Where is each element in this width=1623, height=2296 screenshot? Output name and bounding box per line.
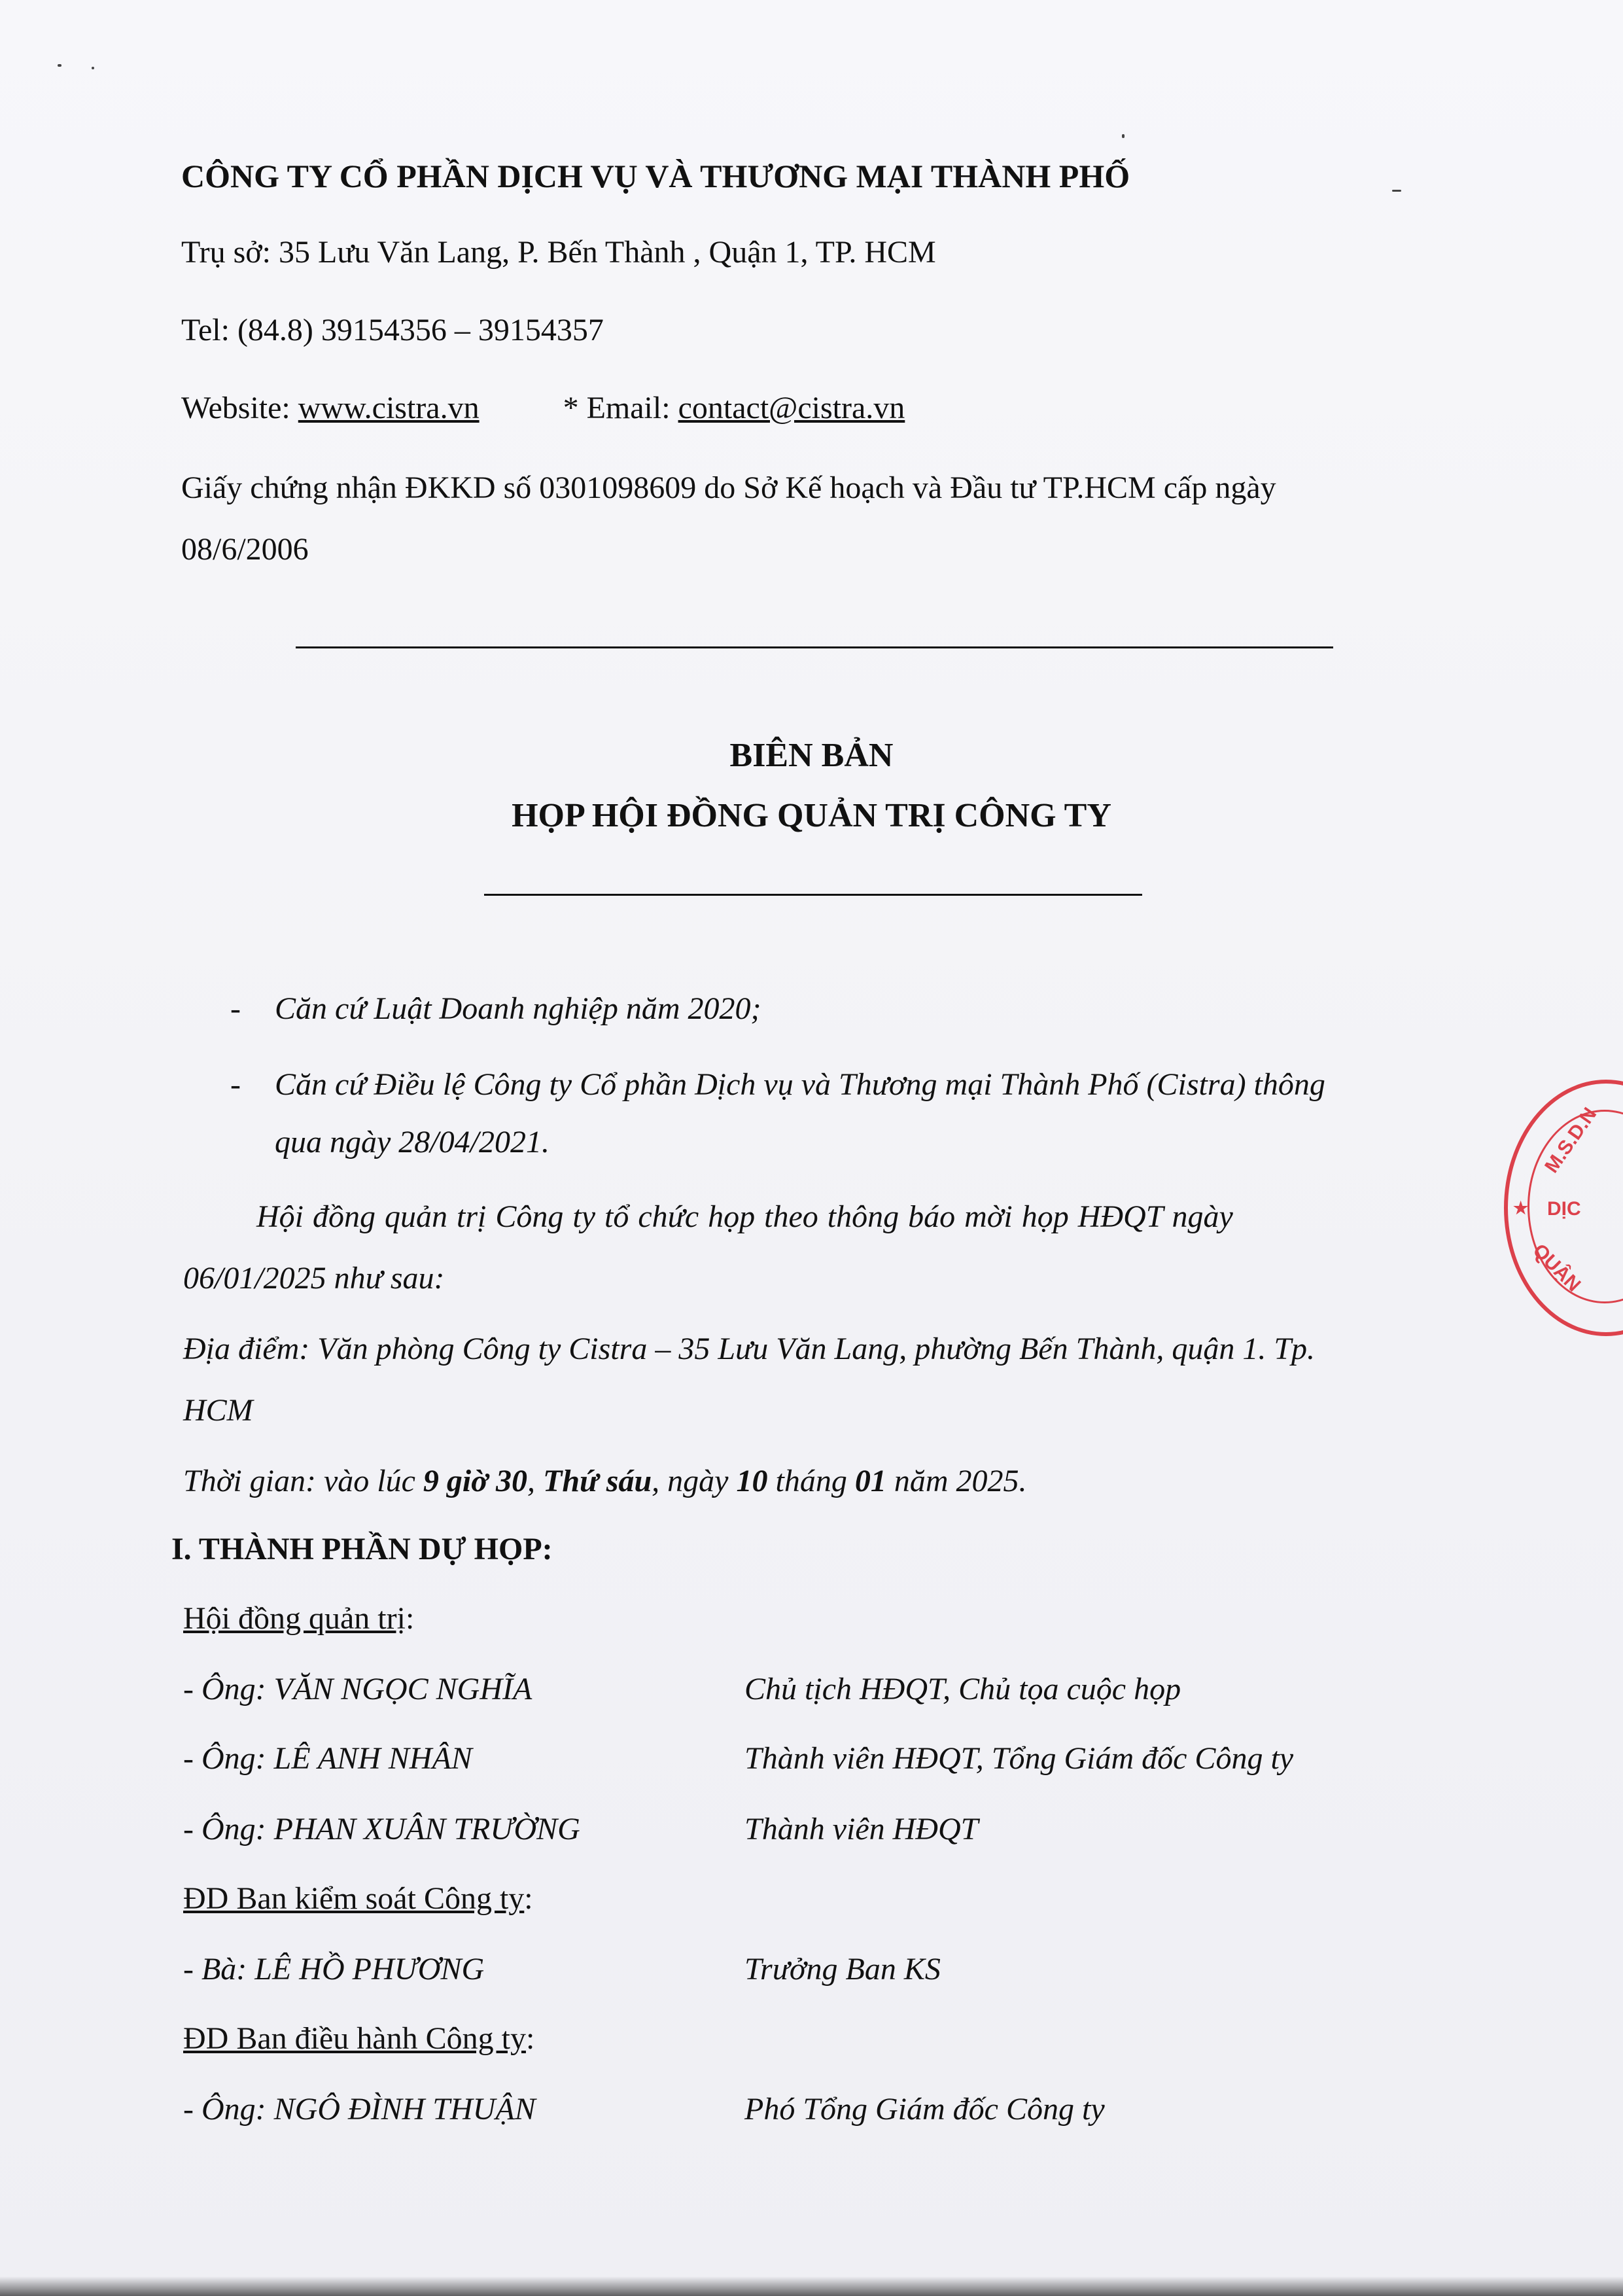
scan-speck bbox=[58, 64, 61, 67]
title-divider bbox=[484, 894, 1142, 896]
seal-text-quan: QUẬN bbox=[1528, 1239, 1585, 1296]
website-link[interactable]: www.cistra.vn bbox=[298, 391, 480, 425]
location-line-1: Địa điểm: Văn phòng Công ty Cistra – 35 Lưu Văn Lang, phường Bến Thành, quận 1. Tp. bbox=[183, 1332, 1316, 1366]
member-name: - Ông: VĂN NGỌC NGHĨA bbox=[183, 1672, 532, 1706]
intro-line-2: 06/01/2025 như sau: bbox=[183, 1261, 445, 1296]
member-role: Phó Tổng Giám đốc Công ty bbox=[744, 2092, 1105, 2127]
company-tel: Tel: (84.8) 39154356 – 39154357 bbox=[181, 313, 604, 347]
group-board-label: Hội đồng quản trị: bbox=[183, 1601, 415, 1636]
company-address: Trụ sở: 35 Lưu Văn Lang, P. Bến Thành , Quận 1, TP. HCM bbox=[181, 235, 936, 270]
document-title: BIÊN BẢN bbox=[729, 737, 894, 774]
website-label: Website: bbox=[181, 391, 298, 425]
seal-star-icon: ★ bbox=[1513, 1198, 1529, 1218]
member-name: - Bà: LÊ HỒ PHƯƠNG bbox=[183, 1952, 485, 1987]
company-name: CÔNG TY CỔ PHẦN DỊCH VỤ VÀ THƯƠNG MẠI THÀNH PHỐ bbox=[181, 158, 1130, 194]
group-management-label: ĐD Ban điều hành Công ty: bbox=[183, 2021, 535, 2056]
member-name: - Ông: LÊ ANH NHÂN bbox=[183, 1741, 472, 1776]
company-seal bbox=[1504, 1080, 1623, 1336]
member-name: - Ông: PHAN XUÂN TRƯỜNG bbox=[183, 1812, 580, 1846]
header-divider bbox=[296, 646, 1333, 648]
basis-1-text: Căn cứ Luật Doanh nghiệp năm 2020; bbox=[275, 991, 761, 1026]
group-supervisory-label: ĐD Ban kiểm soát Công ty: bbox=[183, 1881, 533, 1916]
basis-2-text-line-1: Căn cứ Điều lệ Công ty Cổ phần Dịch vụ và Thương mại Thành Phố (Cistra) thông bbox=[275, 1067, 1325, 1102]
scan-bottom-edge bbox=[0, 2276, 1623, 2296]
intro-line-1: Hội đồng quản trị Công ty tổ chức họp theo thông báo mời họp HĐQT ngày bbox=[256, 1199, 1233, 1234]
license-line-1: Giấy chứng nhận ĐKKD số 0301098609 do Sở Kế hoạch và Đầu tư TP.HCM cấp ngày bbox=[181, 470, 1276, 505]
member-role: Chủ tịch HĐQT, Chủ tọa cuộc họp bbox=[744, 1672, 1181, 1706]
member-role: Thành viên HĐQT, Tổng Giám đốc Công ty bbox=[744, 1741, 1294, 1776]
license-line-2: 08/6/2006 bbox=[181, 532, 309, 567]
company-web-email-line bbox=[181, 390, 905, 426]
email-link[interactable]: contact@cistra.vn bbox=[678, 391, 905, 425]
scan-speck bbox=[1392, 190, 1401, 192]
section-1-heading: I. THÀNH PHẦN DỰ HỌP: bbox=[171, 1532, 553, 1566]
basis-2-bullet: - bbox=[230, 1067, 241, 1102]
email-label: * Email: bbox=[563, 391, 678, 425]
scan-speck bbox=[92, 67, 94, 69]
location-line-2: HCM bbox=[183, 1393, 253, 1428]
seal-text-dich: DỊC bbox=[1547, 1198, 1581, 1220]
basis-2-text-line-2: qua ngày 28/04/2021. bbox=[275, 1125, 550, 1159]
meeting-time: Thời gian: vào lúc 9 giờ 30, Thứ sáu, ngày 10 tháng 01 năm 2025. bbox=[183, 1464, 1027, 1498]
document-subtitle: HỌP HỘI ĐỒNG QUẢN TRỊ CÔNG TY bbox=[512, 797, 1111, 834]
scan-speck bbox=[1122, 134, 1125, 138]
member-role: Thành viên HĐQT bbox=[744, 1812, 979, 1846]
member-role: Trưởng Ban KS bbox=[744, 1952, 941, 1987]
basis-1-bullet: - bbox=[230, 991, 241, 1026]
seal-text-msdn: M.S.D.N bbox=[1541, 1103, 1601, 1177]
member-name: - Ông: NGÔ ĐÌNH THUẬN bbox=[183, 2092, 536, 2127]
